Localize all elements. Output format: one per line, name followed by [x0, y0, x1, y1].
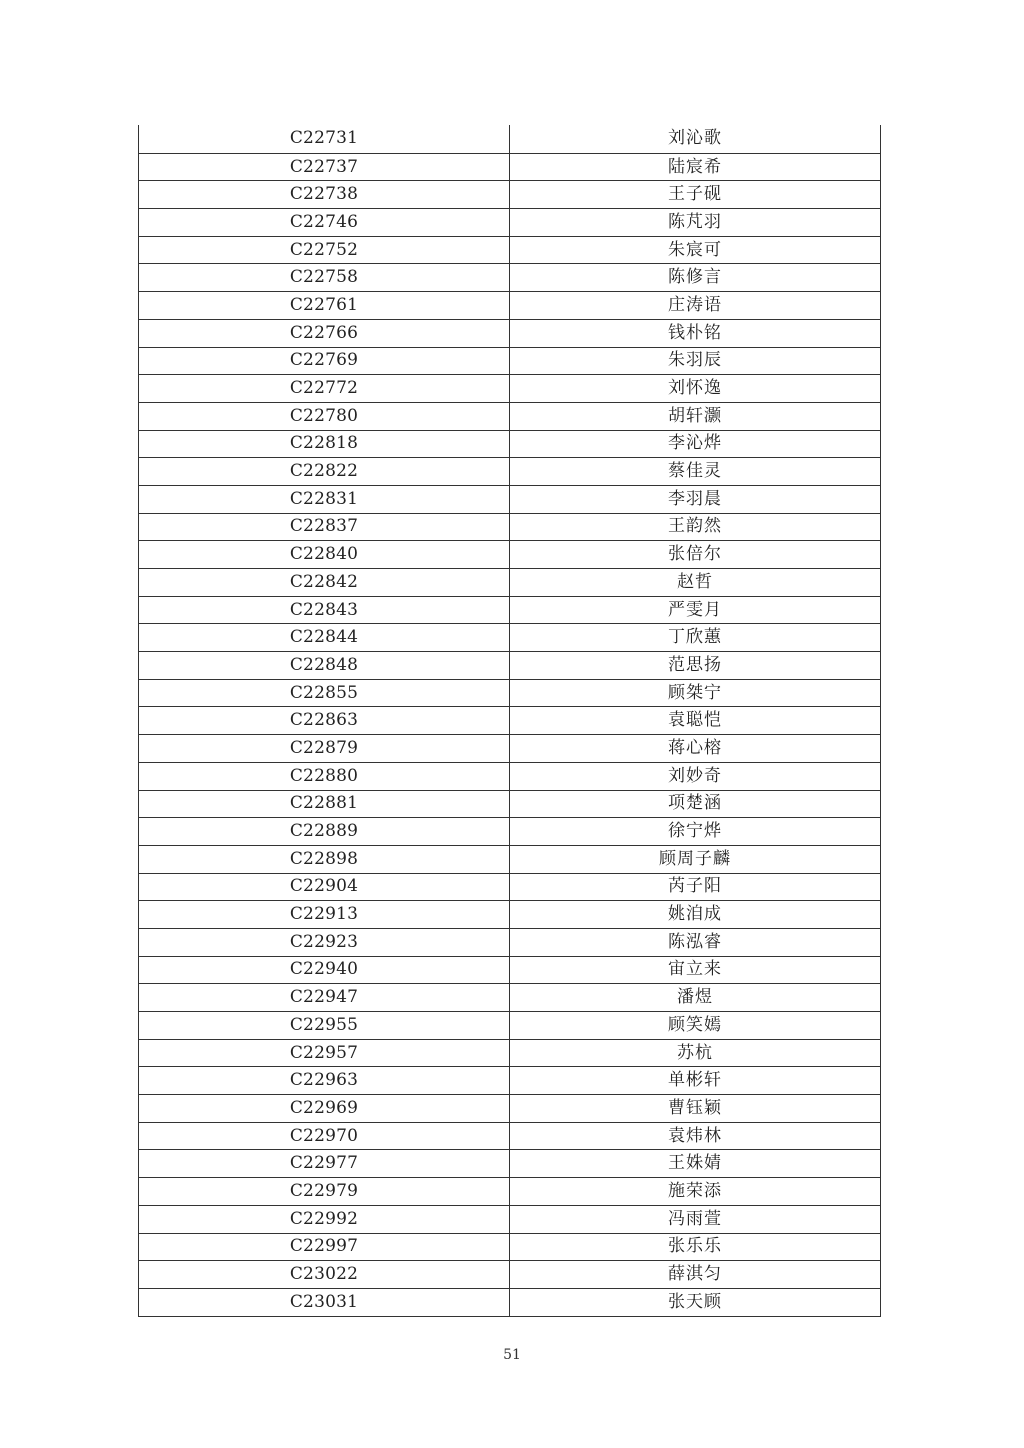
student-id-cell: C22963: [139, 1067, 510, 1094]
student-name-cell: 李羽晨: [668, 488, 722, 509]
table-row: [139, 623, 880, 651]
student-name-cell: 曹钰颖: [668, 1097, 722, 1118]
student-name-cell: 刘怀逸: [668, 378, 722, 399]
student-name-cell: 袁炜林: [668, 1125, 722, 1146]
student-id-cell: C22752: [139, 237, 510, 264]
table-row: [139, 1039, 880, 1067]
table-row: [139, 319, 880, 347]
table-row: [139, 734, 880, 762]
student-id-cell: C22761: [139, 292, 510, 319]
student-id-cell: C22947: [139, 984, 510, 1011]
student-name-cell: 单彬轩: [668, 1070, 722, 1091]
table-row: [139, 956, 880, 984]
table-row: [139, 540, 880, 568]
table-row: [139, 125, 880, 153]
student-id-cell: C22881: [139, 791, 510, 818]
table-row: [139, 1094, 880, 1122]
student-id-cell: C22772: [139, 375, 510, 402]
table-row: [139, 347, 880, 375]
student-name-cell: 王子砚: [668, 184, 722, 205]
table-row: [139, 1205, 880, 1233]
student-id-cell: C22831: [139, 486, 510, 513]
student-name-cell: 刘妙奇: [668, 765, 722, 786]
table-row: [139, 263, 880, 291]
student-name-cell: 朱宸可: [668, 239, 722, 260]
student-name-cell: 张乐乐: [668, 1236, 722, 1257]
student-id-cell: C22737: [139, 154, 510, 181]
student-id-cell: C23022: [139, 1261, 510, 1288]
table-row: [139, 1011, 880, 1039]
table-row: [139, 291, 880, 319]
student-name-cell: 刘沁歌: [668, 128, 722, 149]
student-id-cell: C22940: [139, 957, 510, 984]
table-row: [139, 1177, 880, 1205]
student-id-cell: C22863: [139, 707, 510, 734]
student-id-cell: C22904: [139, 874, 510, 901]
student-name-cell: 项楚涵: [668, 793, 722, 814]
student-name-cell: 潘煜: [677, 987, 713, 1008]
student-name-cell: 陈芃羽: [668, 211, 722, 232]
table-row: [139, 513, 880, 541]
student-id-cell: C22923: [139, 929, 510, 956]
student-id-cell: C22837: [139, 514, 510, 541]
table-row: [139, 374, 880, 402]
table-row: [139, 402, 880, 430]
student-name-cell: 赵哲: [677, 571, 713, 592]
student-id-cell: C22844: [139, 624, 510, 651]
table-row: [139, 1066, 880, 1094]
student-name-cell: 冯雨萱: [668, 1208, 722, 1229]
student-id-cell: C22738: [139, 181, 510, 208]
page-number: 51: [503, 1347, 521, 1363]
table-row: [139, 1233, 880, 1261]
student-name-cell: 王韵然: [668, 516, 722, 537]
table-row: [139, 845, 880, 873]
student-name-cell: 陈泓睿: [668, 931, 722, 952]
student-id-cell: C22997: [139, 1234, 510, 1261]
table-row: [139, 1260, 880, 1288]
student-id-cell: C22855: [139, 680, 510, 707]
table-row: [139, 706, 880, 734]
table-row: [139, 208, 880, 236]
student-id-cell: C22818: [139, 431, 510, 458]
student-name-cell: 蒋心榕: [668, 737, 722, 758]
student-name-cell: 张天顾: [668, 1291, 722, 1312]
student-id-cell: C22957: [139, 1040, 510, 1067]
student-name-cell: 严雯月: [668, 599, 722, 620]
table-row: [139, 817, 880, 845]
student-id-cell: C22840: [139, 541, 510, 568]
student-id-cell: C22977: [139, 1150, 510, 1177]
student-name-cell: 李沁烨: [668, 433, 722, 454]
student-name-cell: 顾周子麟: [659, 848, 731, 869]
student-id-cell: C22746: [139, 209, 510, 236]
student-id-cell: C22955: [139, 1012, 510, 1039]
student-id-cell: C22842: [139, 569, 510, 596]
student-name-cell: 钱朴铭: [668, 322, 722, 343]
student-name-cell: 丁欣蕙: [668, 627, 722, 648]
table-row: [139, 900, 880, 928]
student-id-cell: C22913: [139, 901, 510, 928]
student-name-cell: 朱羽辰: [668, 350, 722, 371]
student-id-cell: C22970: [139, 1123, 510, 1150]
table-row: [139, 873, 880, 901]
table-row: [139, 790, 880, 818]
table-row: [139, 1149, 880, 1177]
student-name-cell: 徐宁烨: [668, 821, 722, 842]
student-id-cell: C22769: [139, 348, 510, 375]
table-row: [139, 983, 880, 1011]
table-row: [139, 568, 880, 596]
student-name-cell: 苏杭: [677, 1042, 713, 1063]
student-id-cell: C22889: [139, 818, 510, 845]
student-id-cell: C22731: [139, 125, 510, 153]
student-name-cell: 王姝婧: [668, 1153, 722, 1174]
student-id-cell: C23031: [139, 1289, 510, 1316]
table-row: [139, 485, 880, 513]
table-row: [139, 762, 880, 790]
table-row: [139, 928, 880, 956]
table-row: [139, 1288, 880, 1316]
student-name-cell: 陈修言: [668, 267, 722, 288]
student-name-cell: 姚洎成: [668, 904, 722, 925]
student-name-cell: 张倍尔: [668, 544, 722, 565]
student-name-cell: 芮子阳: [668, 876, 722, 897]
student-name-cell: 范思扬: [668, 654, 722, 675]
student-name-cell: 庄涛语: [668, 294, 722, 315]
table-row: [139, 1122, 880, 1150]
student-id-cell: C22758: [139, 264, 510, 291]
table-row: [139, 457, 880, 485]
student-name-cell: 宙立来: [668, 959, 722, 980]
table-row: [139, 180, 880, 208]
student-name-cell: 薛淇匀: [668, 1264, 722, 1285]
table-row: [139, 651, 880, 679]
roster-table: [138, 125, 881, 1317]
student-id-cell: C22766: [139, 320, 510, 347]
student-name-cell: 袁聪恺: [668, 710, 722, 731]
student-id-cell: C22843: [139, 597, 510, 624]
student-id-cell: C22880: [139, 763, 510, 790]
student-name-cell: 陆宸希: [668, 156, 722, 177]
table-row: [139, 430, 880, 458]
student-id-cell: C22848: [139, 652, 510, 679]
student-id-cell: C22992: [139, 1206, 510, 1233]
student-id-cell: C22969: [139, 1095, 510, 1122]
student-id-cell: C22898: [139, 846, 510, 873]
student-id-cell: C22979: [139, 1178, 510, 1205]
student-id-cell: C22780: [139, 403, 510, 430]
student-name-cell: 顾笑嫣: [668, 1014, 722, 1035]
student-name-cell: 胡轩灏: [668, 405, 722, 426]
student-id-cell: C22822: [139, 458, 510, 485]
student-name-cell: 施荣添: [668, 1180, 722, 1201]
table-row: [139, 153, 880, 181]
student-name-cell: 蔡佳灵: [668, 461, 722, 482]
table-row: [139, 236, 880, 264]
student-name-cell: 顾桀宁: [668, 682, 722, 703]
table-row: [139, 679, 880, 707]
table-row: [139, 596, 880, 624]
student-id-cell: C22879: [139, 735, 510, 762]
